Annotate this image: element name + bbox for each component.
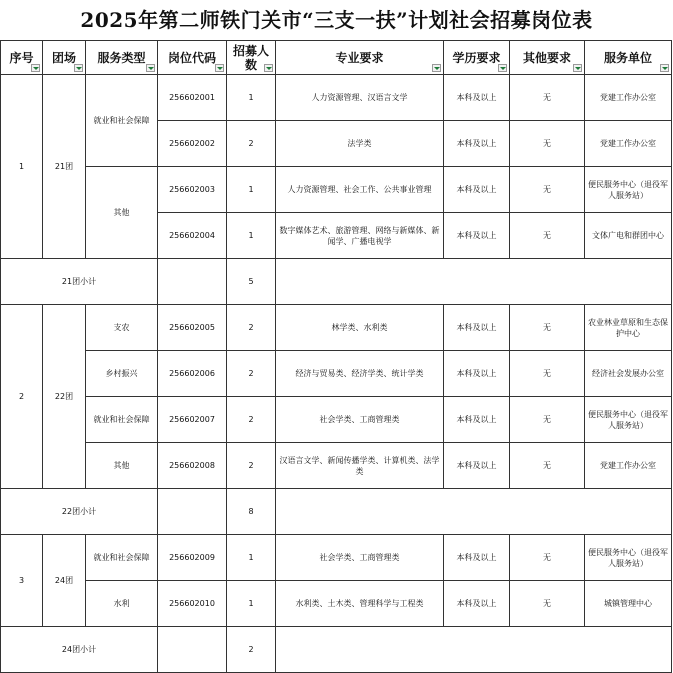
education-cell[interactable]: 本科及以上 [444,397,510,443]
other-cell[interactable]: 无 [510,535,585,581]
table-row [1,535,672,581]
major-cell[interactable]: 林学类、水利类 [276,305,444,351]
education-cell[interactable]: 本科及以上 [444,75,510,121]
header-education[interactable]: 学历要求 [444,41,510,75]
subtotal-row [1,489,672,535]
table-row [1,443,672,489]
post-code-cell[interactable]: 256602009 [158,535,227,581]
subtotal-label[interactable]: 22团小计 [1,489,158,535]
post-code-cell[interactable]: 256602002 [158,121,227,167]
education-cell[interactable]: 本科及以上 [444,443,510,489]
unit-cell[interactable]: 便民服务中心（退役军人服务站） [585,535,672,581]
tuan-cell[interactable]: 22团 [43,305,86,489]
unit-cell[interactable]: 便民服务中心（退役军人服务站） [585,397,672,443]
page-title: 2025年第二师铁门关市“三支一扶”计划社会招募岗位表 [80,8,593,32]
filter-dropdown-icon[interactable] [432,64,441,72]
header-other[interactable]: 其他要求 [510,41,585,75]
education-cell[interactable]: 本科及以上 [444,213,510,259]
service-type-cell[interactable]: 其他 [86,443,158,489]
empty-cell[interactable] [276,489,672,535]
empty-cell[interactable] [276,259,672,305]
header-major[interactable]: 专业要求 [276,41,444,75]
post-code-cell[interactable]: 256602008 [158,443,227,489]
empty-cell[interactable] [158,489,227,535]
count-cell[interactable]: 2 [227,351,276,397]
count-cell[interactable]: 2 [227,397,276,443]
count-cell[interactable]: 2 [227,121,276,167]
count-cell[interactable]: 2 [227,443,276,489]
header-row [1,41,672,75]
header-count[interactable]: 招募人数 [227,41,276,75]
education-cell[interactable]: 本科及以上 [444,351,510,397]
unit-cell[interactable]: 农业林业草原和生态保护中心 [585,305,672,351]
post-code-cell[interactable]: 256602010 [158,581,227,627]
major-cell[interactable]: 人力资源管理、汉语言文学 [276,75,444,121]
filter-dropdown-icon[interactable] [74,64,83,72]
filter-dropdown-icon[interactable] [498,64,507,72]
major-cell[interactable]: 数字媒体艺术、旅游管理、网络与新媒体、新闻学、广播电视学 [276,213,444,259]
other-cell[interactable]: 无 [510,213,585,259]
major-cell[interactable]: 人力资源管理、社会工作、公共事业管理 [276,167,444,213]
table-row [1,305,672,351]
education-cell[interactable]: 本科及以上 [444,581,510,627]
subtotal-value[interactable]: 2 [227,627,276,673]
education-cell[interactable]: 本科及以上 [444,305,510,351]
header-tuan[interactable]: 团场 [43,41,86,75]
filter-dropdown-icon[interactable] [264,64,273,72]
subtotal-value[interactable]: 5 [227,259,276,305]
unit-cell[interactable]: 党建工作办公室 [585,75,672,121]
service-type-cell[interactable]: 乡村振兴 [86,351,158,397]
unit-cell[interactable]: 城镇管理中心 [585,581,672,627]
other-cell[interactable]: 无 [510,121,585,167]
post-code-cell[interactable]: 256602006 [158,351,227,397]
table-row [1,397,672,443]
service-type-cell[interactable]: 水利 [86,581,158,627]
other-cell[interactable]: 无 [510,397,585,443]
index-cell[interactable]: 2 [1,305,43,489]
filter-dropdown-icon[interactable] [573,64,582,72]
major-cell[interactable]: 社会学类、工商管理类 [276,397,444,443]
empty-cell[interactable] [276,627,672,673]
header-service-type[interactable]: 服务类型 [86,41,158,75]
other-cell[interactable]: 无 [510,305,585,351]
other-cell[interactable]: 无 [510,581,585,627]
unit-cell[interactable]: 经济社会发展办公室 [585,351,672,397]
table-row [1,581,672,627]
empty-cell[interactable] [158,259,227,305]
tuan-cell[interactable]: 21团 [43,75,86,259]
header-post-code[interactable]: 岗位代码 [158,41,227,75]
post-code-cell[interactable]: 256602003 [158,167,227,213]
post-code-cell[interactable]: 256602005 [158,305,227,351]
table-row [1,75,672,121]
index-cell[interactable]: 1 [1,75,43,259]
count-cell[interactable]: 2 [227,305,276,351]
count-cell[interactable]: 1 [227,581,276,627]
service-type-cell[interactable]: 其他 [86,167,158,259]
header-index[interactable]: 序号 [1,41,43,75]
service-type-cell[interactable]: 就业和社会保障 [86,535,158,581]
education-cell[interactable]: 本科及以上 [444,167,510,213]
major-cell[interactable]: 水利类、土木类、管理科学与工程类 [276,581,444,627]
subtotal-row [1,627,672,673]
recruitment-table [0,40,672,673]
filter-dropdown-icon[interactable] [660,64,669,72]
header-unit[interactable]: 服务单位 [585,41,672,75]
service-type-cell[interactable]: 就业和社会保障 [86,75,158,167]
post-code-cell[interactable]: 256602001 [158,75,227,121]
major-cell[interactable]: 经济与贸易类、经济学类、统计学类 [276,351,444,397]
post-code-cell[interactable]: 256602007 [158,397,227,443]
unit-cell[interactable]: 党建工作办公室 [585,443,672,489]
unit-cell[interactable]: 文体广电和群团中心 [585,213,672,259]
table-row [1,351,672,397]
index-cell[interactable]: 3 [1,535,43,627]
post-code-cell[interactable]: 256602004 [158,213,227,259]
service-type-cell[interactable]: 就业和社会保障 [86,397,158,443]
education-cell[interactable]: 本科及以上 [444,535,510,581]
count-cell[interactable]: 1 [227,167,276,213]
unit-cell[interactable]: 党建工作办公室 [585,121,672,167]
subtotal-label[interactable]: 24团小计 [1,627,158,673]
major-cell[interactable]: 社会学类、工商管理类 [276,535,444,581]
table-row [1,167,672,213]
education-cell[interactable]: 本科及以上 [444,121,510,167]
tuan-cell[interactable]: 24团 [43,535,86,627]
count-cell[interactable]: 1 [227,213,276,259]
subtotal-row [1,259,672,305]
filter-dropdown-icon[interactable] [215,64,224,72]
service-type-cell[interactable]: 支农 [86,305,158,351]
empty-cell[interactable] [158,627,227,673]
filter-dropdown-icon[interactable] [31,64,40,72]
filter-dropdown-icon[interactable] [146,64,155,72]
major-cell[interactable]: 汉语言文学、新闻传播学类、计算机类、法学类 [276,443,444,489]
major-cell[interactable]: 法学类 [276,121,444,167]
other-cell[interactable]: 无 [510,351,585,397]
subtotal-label[interactable]: 21团小计 [1,259,158,305]
count-cell[interactable]: 1 [227,535,276,581]
subtotal-value[interactable]: 8 [227,489,276,535]
unit-cell[interactable]: 便民服务中心（退役军人服务站） [585,167,672,213]
other-cell[interactable]: 无 [510,75,585,121]
count-cell[interactable]: 1 [227,75,276,121]
other-cell[interactable]: 无 [510,443,585,489]
other-cell[interactable]: 无 [510,167,585,213]
